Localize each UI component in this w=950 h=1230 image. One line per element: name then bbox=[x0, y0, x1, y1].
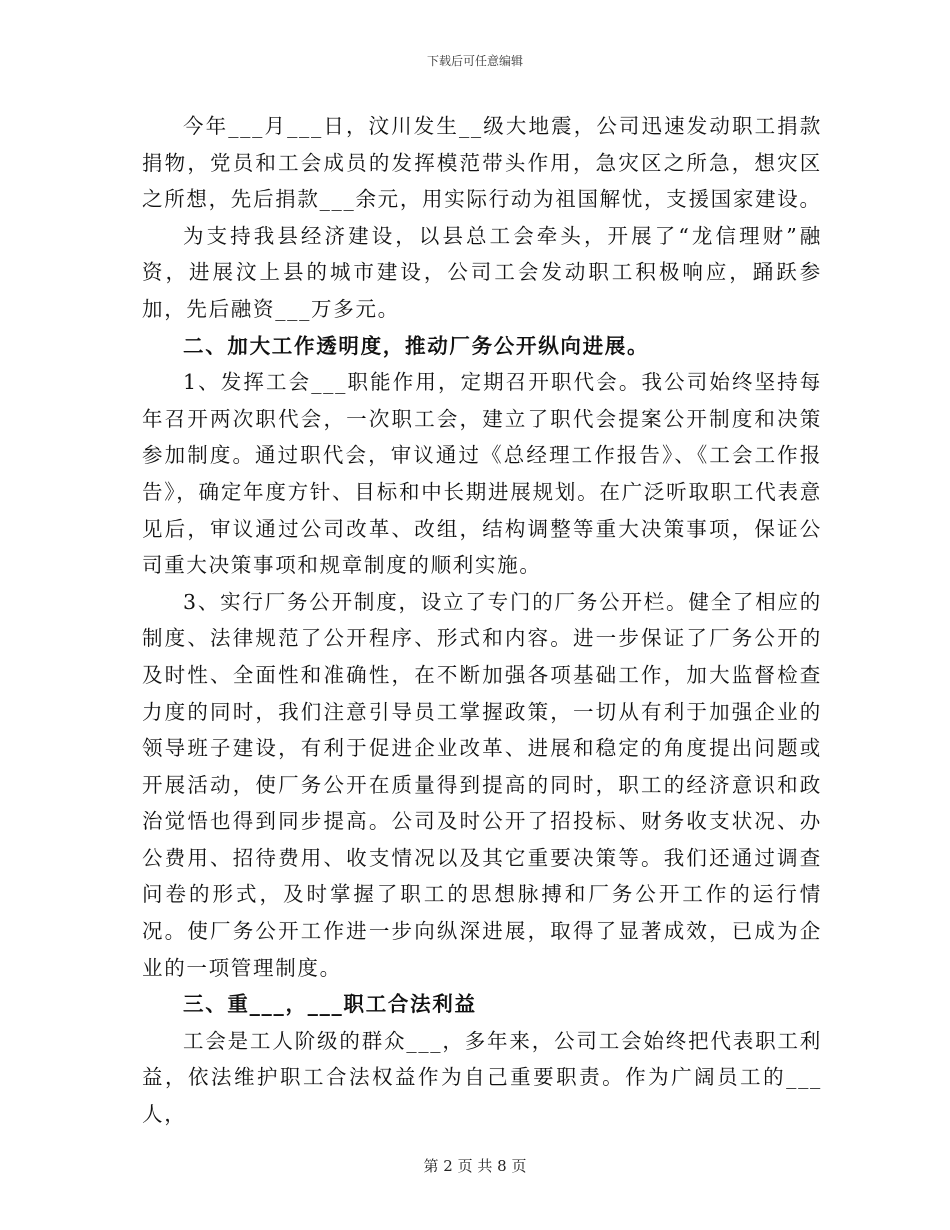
page-header: 下载后可任意编辑 bbox=[426, 54, 523, 68]
document-body bbox=[142, 108, 822, 1133]
paragraph-financing: 为支持我县经济建设，以县总工会牵头，开展了“龙信理财”融资，进展汶上县的城市建设，公司工会发动职工积极响应，踊跃参加，先后融资___万多元。 bbox=[142, 223, 822, 321]
paragraph-donation: 今年___月___日，汶川发生__级大地震，公司迅速发动职工捐款捐物，党员和工会成员的发挥模范带头作用，急灾区之所急，想灾区之所想，先后捐款___余元，用实际行动为祖国解忧，支援国家建设。 bbox=[142, 114, 822, 212]
paragraph-workers-congress: 1、发挥工会___职能作用，定期召开职代会。我公司始终坚持每年召开两次职代会，一次职工会，建立了职代会提案公开制度和决策参加制度。通过职代会，审议通过《总经理工作报告》、《工会工作报告》，确定年度方针、目标和中长期进展规划。在广泛听取职工代表意见后，审议通过公司改革、改组，结构调整等重大决策事项，保证公司重大决策事项和规章制度的顺利实施。 bbox=[142, 370, 822, 578]
paragraph-factory-affairs: 3、实行厂务公开制度，设立了专门的厂务公开栏。健全了相应的制度、法律规范了公开程序、形式和内容。进一步保证了厂务公开的及时性、全面性和准确性，在不断加强各项基础工作，加大监督检查力度的同时，我们注意引导员工掌握政策，一切从有利于加强企业的领导班子建设，有利于促进企业改革、进展和稳定的角度提出问题或开展活动，使厂务公开在质量得到提高的同时，职工的经济意识和政治觉悟也得到同步提高。公司及时公开了招投标、财务收支状况、办公费用、招待费用、收支情况以及其它重要决策等。我们还通过调查问卷的形式，及时掌握了职工的思想脉搏和厂务公开工作的运行情况。使厂务公开工作进一步向纵深进展，取得了显著成效，已成为企业的一项管理制度。 bbox=[142, 589, 822, 980]
section-heading-rights: 三、重___，___职工合法利益 bbox=[183, 992, 477, 1017]
paragraph-union-role: 工会是工人阶级的群众___，多年来，公司工会始终把代表职工利益，依法维护职工合法权益作为自己重要职责。作为广阔员工的___人， bbox=[142, 1028, 822, 1127]
section-heading-transparency: 二、加大工作透明度，推动厂务公开纵向进展。 bbox=[183, 333, 650, 358]
page-number: 第 2 页 共 8 页 bbox=[423, 1157, 527, 1175]
